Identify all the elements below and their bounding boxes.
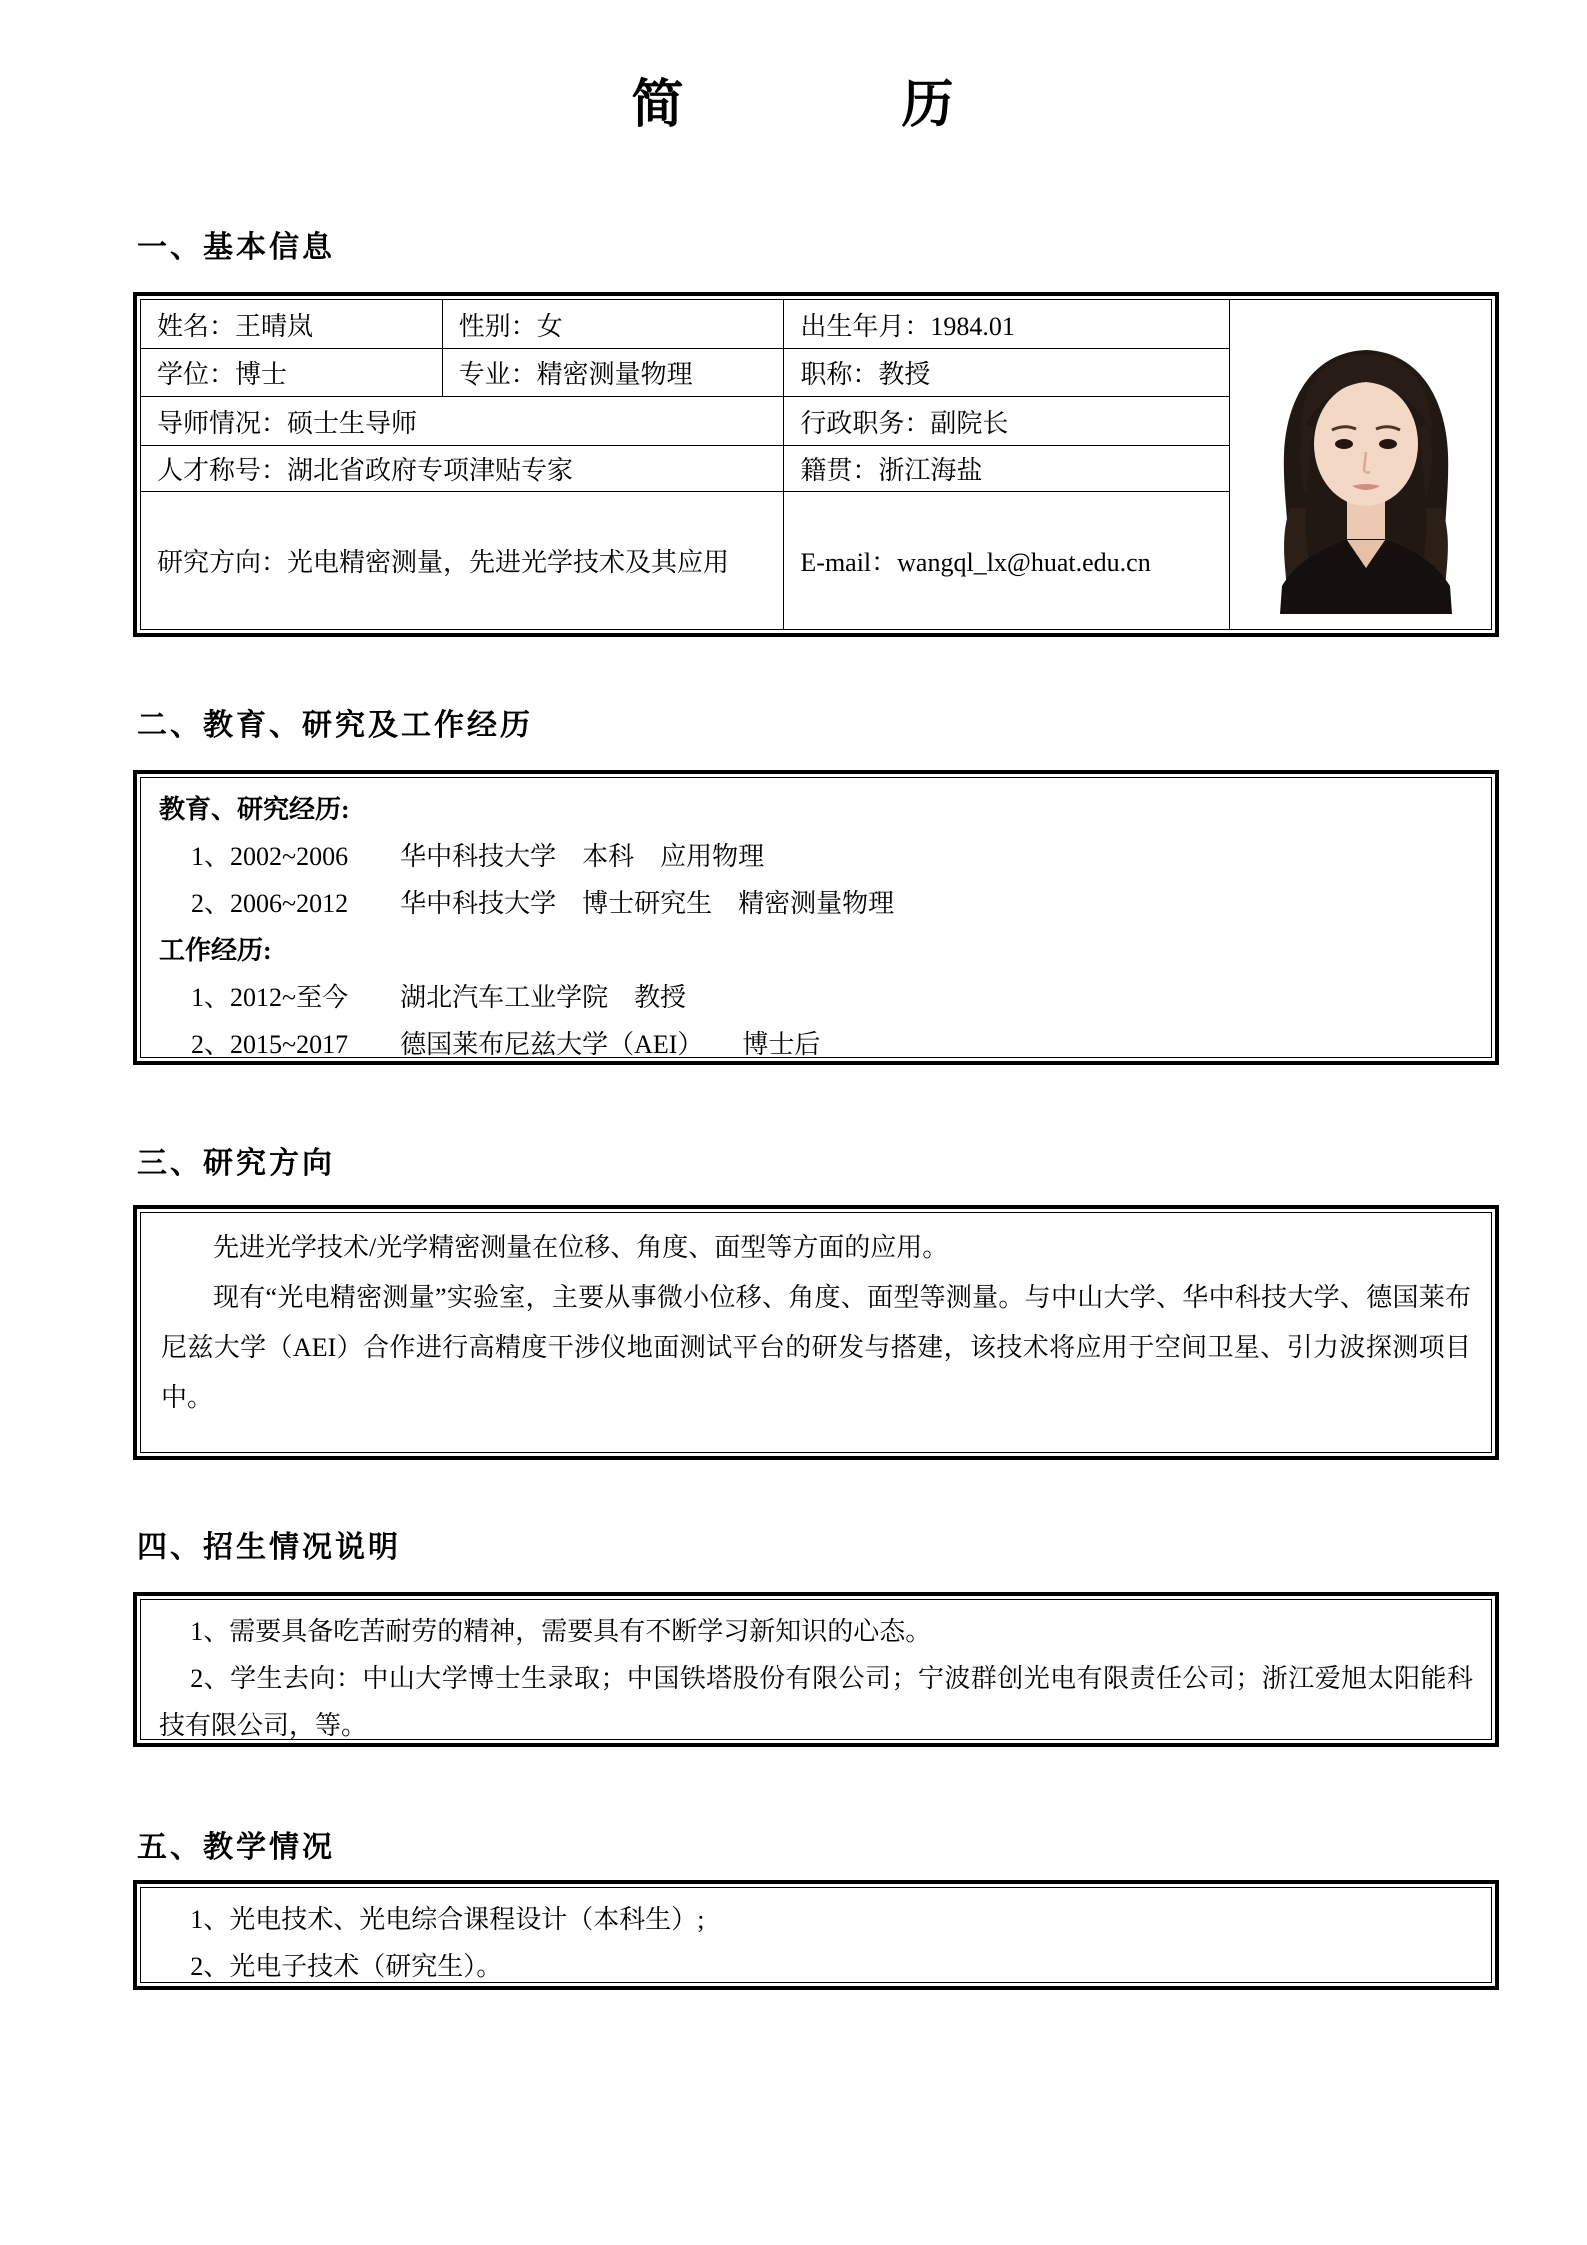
education-item: 1、2002~2006 华中科技大学 本科 应用物理 bbox=[191, 842, 765, 871]
cell-mentor-status: 导师情况：硕士生导师 bbox=[141, 397, 784, 446]
basic-info-table bbox=[140, 299, 1492, 630]
profile-photo bbox=[1246, 328, 1486, 621]
cell-research-direction: 研究方向：光电精密测量，先进光学技术及其应用 bbox=[141, 492, 784, 630]
page-title: 简 历 bbox=[631, 77, 956, 134]
recruitment-box bbox=[133, 1592, 1499, 1747]
cell-birth-date: 出生年月：1984.01 bbox=[784, 300, 1230, 349]
education-item: 2、2006~2012 华中科技大学 博士研究生 精密测量物理 bbox=[191, 889, 895, 918]
work-item: 2、2015~2017 德国莱布尼兹大学（AEI） 博士后 bbox=[191, 1030, 821, 1058]
cell-talent-title: 人才称号：湖北省政府专项津贴专家 bbox=[141, 446, 784, 492]
teaching-item: 2、光电子技术（研究生）。 bbox=[190, 1952, 503, 1981]
section-heading-teaching: 五、教学情况 bbox=[137, 1831, 335, 1864]
photo-cell bbox=[1230, 300, 1492, 630]
cell-native-place: 籍贯：浙江海盐 bbox=[784, 446, 1230, 492]
section-heading-recruitment: 四、招生情况说明 bbox=[137, 1531, 401, 1564]
cell-name: 姓名：王晴岚 bbox=[141, 300, 443, 349]
cell-degree: 学位：博士 bbox=[141, 349, 443, 397]
work-item: 1、2012~至今 湖北汽车工业学院 教授 bbox=[191, 983, 687, 1012]
teaching-box bbox=[133, 1880, 1499, 1990]
section-heading-experience: 二、教育、研究及工作经历 bbox=[137, 709, 533, 742]
recruitment-item: 2、学生去向：中山大学博士生录取；中国铁塔股份有限公司；宁波群创光电有限责任公司；浙江爱旭太阳能科技有限公司，等。 bbox=[159, 1664, 1473, 1740]
research-paragraph: 先进光学技术/光学精密测量在位移、角度、面型等方面的应用。 bbox=[213, 1233, 949, 1262]
cell-email: E-mail：wangql_lx@huat.edu.cn bbox=[784, 492, 1230, 630]
cell-gender: 性别：女 bbox=[442, 300, 784, 349]
research-paragraph: 现有“光电精密测量”实验室，主要从事微小位移、角度、面型等测量。与中山大学、华中科技大学、德国莱布尼兹大学（AEI）合作进行高精度干涉仪地面测试平台的研发与搭建，该技术将应用于空间卫星、引力波探测项目中。 bbox=[161, 1283, 1471, 1412]
cell-major: 专业：精密测量物理 bbox=[442, 349, 784, 397]
section-heading-research: 三、研究方向 bbox=[137, 1147, 335, 1180]
research-box bbox=[133, 1205, 1499, 1460]
work-subheader: 工作经历: bbox=[159, 936, 272, 965]
section-heading-basic-info: 一、基本信息 bbox=[137, 231, 335, 264]
experience-box bbox=[133, 770, 1499, 1065]
education-subheader: 教育、研究经历: bbox=[159, 795, 350, 824]
teaching-item: 1、光电技术、光电综合课程设计（本科生）; bbox=[190, 1905, 705, 1934]
cell-job-title: 职称：教授 bbox=[784, 349, 1230, 397]
recruitment-item: 1、需要具备吃苦耐劳的精神，需要具有不断学习新知识的心态。 bbox=[190, 1617, 932, 1646]
cell-admin-post: 行政职务：副院长 bbox=[784, 397, 1230, 446]
basic-info-table-box bbox=[133, 292, 1499, 637]
